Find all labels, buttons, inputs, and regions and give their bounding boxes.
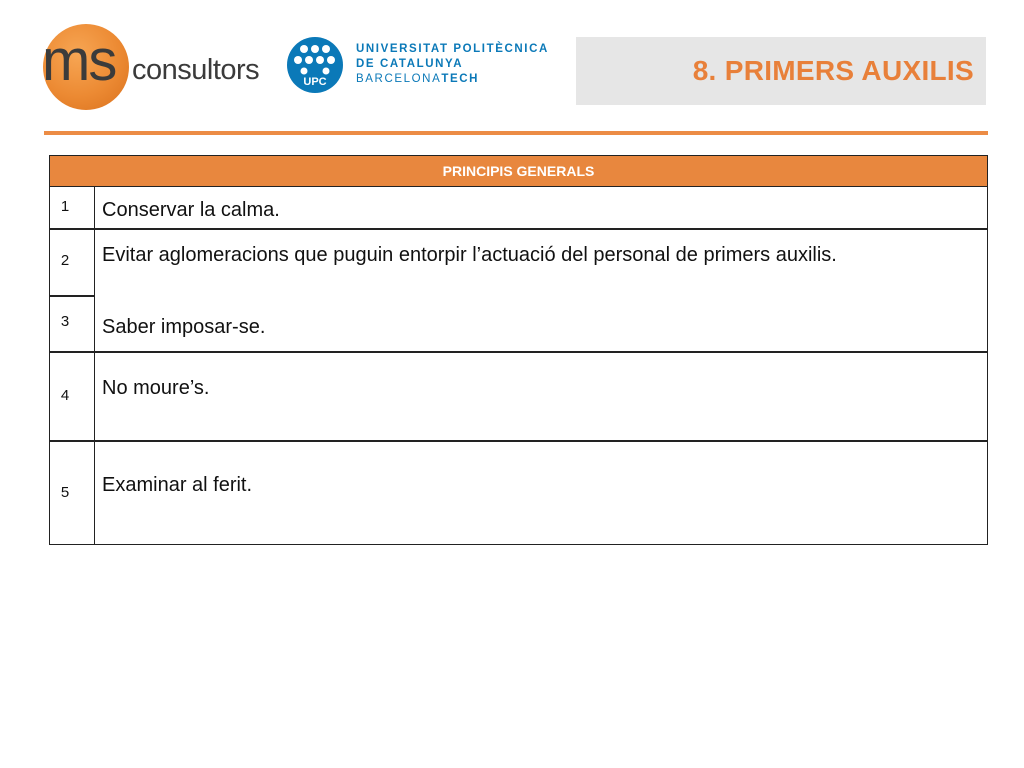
row-divider [50,440,987,442]
row-text: Conservar la calma. [102,199,280,221]
row-number: 3 [60,313,70,330]
principles-table [49,155,988,545]
ms-logo-word: consultors [132,54,260,86]
page-title: 8. PRIMERS AUXILIS [692,55,974,86]
row-number: 1 [60,198,70,215]
table-heading: PRINCIPIS GENERALS [50,156,987,187]
row-text: Examinar al ferit. [102,474,253,496]
row-divider [50,228,987,230]
title-box [576,37,986,105]
row-divider [50,351,987,353]
row-text: Saber imposar-se. [102,316,266,338]
row-text: No moure’s. [102,377,210,399]
upc-badge-text: UPC [303,76,327,88]
ms-logo-letters: ms [42,28,116,93]
upc-line-3-light: BARCELONA [356,73,442,85]
row-number: 2 [60,252,70,269]
upc-line-2: DE CATALUNYA [356,58,464,70]
upc-logo [286,36,566,96]
upc-badge-icon [286,36,344,94]
upc-wordmark [356,42,549,87]
row-divider [50,295,94,297]
ms-consultors-logo [40,22,280,114]
upc-line-1: UNIVERSITAT POLITÈCNICA [356,43,549,55]
upc-line-3-bold: TECH [441,73,480,85]
upc-line-3 [356,72,549,87]
header-divider [44,131,988,135]
row-number: 4 [60,387,70,404]
row-number: 5 [60,484,70,501]
row-text: Evitar aglomeracions que puguin entorpir l’actuació del personal de primers auxilis. [102,244,837,266]
